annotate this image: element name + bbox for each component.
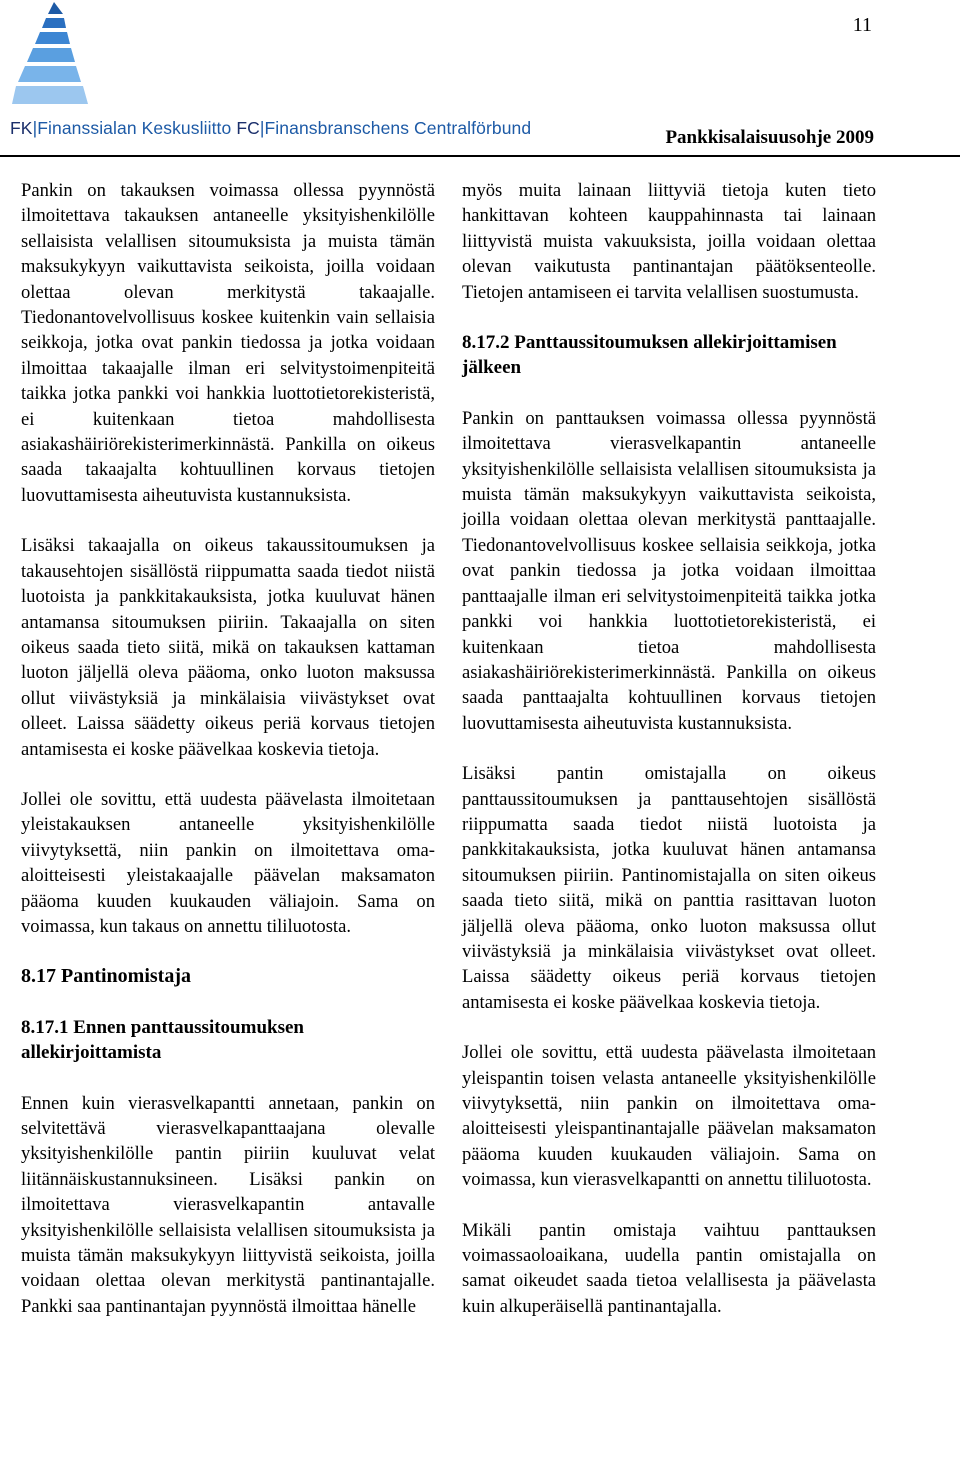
paragraph: Jollei ole sovittu, että uudesta päävelasta ilmoitetaan yleistakauksen antaneelle yksityishenkilölle viivytyksettä, niin pankin on ilmoitettava oma-aloitteisesti yleistakaajalle päävelan maksamaton pääoma kuuden kuukauden väliajoin. Sama on voimassa, kun takaus on annettu tililuotosta. [21, 788, 435, 937]
fk-logo-icon [8, 0, 118, 110]
paragraph: Pankin on panttauksen voimassa ollessa pyynnöstä ilmoitettava vierasvelkapantin antaneelle yksityishenkilölle sellaisista velallisen sitoumuksista ja muista tämän maksukykyyn vaikuttavista seikoista, joilla voidaan olettaa olevan merkitystä panttaajalle. Tiedonantovelvollisuus koskee sellaisia seikkoja, jotka ovat pankin tiedossa ja jotka voidaan ilmoittaa panttaajalle ilman eri selvitystoimenpiteitä taikka jotka pankki voi hankkia luottotietorekisteristä, ei kuitenkaan tietoa mahdollisesta asiakashäiriörekisterimerkinnästä. Pankilla on oikeus saada panttaajalta kohtuullinen korvaus tietojen luovuttamisesta aiheutuvista kustannuksista. [462, 407, 876, 734]
org-fk-name: Finanssialan Keskusliitto [37, 118, 232, 138]
org-fc-name: Finansbranschens Centralförbund [264, 118, 532, 138]
section-heading-8-17-1: 8.17.1 Ennen panttaussitoumuksen allekirjoittamista [21, 1016, 304, 1064]
page-number: 11 [852, 14, 872, 36]
paragraph: Jollei ole sovittu, että uudesta päävelasta ilmoitetaan yleispantin toisen velasta antaneelle yksityishenkilölle viivytyksettä, niin pankin on ilmoitettava oma-aloitteisesti yleispantinantajalle päävelan maksamaton pääoma kuuden kuukauden väliajoin. Sama on voimassa, kun vierasvelkapantti on annettu tililuotosta. [462, 1042, 876, 1191]
paragraph: Pankin on takauksen voimassa ollessa pyynnöstä ilmoitettava takauksen antaneelle yksityishenkilölle sellaisista velallisen sitoumuksista ja muista tämän maksukykyyn vaikuttavista seikoista, joilla voidaan olettaa olevan merkitystä takaajalle. Tiedonantovelvollisuus koskee kuitenkin vain sellaisia seikkoja, jotka ovat pankin tiedossa ja jotka voidaan ilmoittaa takaajalle ilman eri selvitystoimenpiteitä taikka jotka pankki voi hankkia luottotietorekisteristä, ei kuitenkaan tietoa mahdollisesta asiakashäiriörekisterimerkinnästä. Pankilla on oikeus saada takaajalta kohtuullinen korvaus tietojen luovuttamisesta aiheutuvista kustannuksista. [21, 180, 435, 506]
header-divider [0, 155, 960, 157]
paragraph: myös muita lainaan liittyviä tietoja kuten tieto hankittavan kohteen kauppahinnasta tai lainaan liittyvistä muista vakuuksista, joilla voidaan olettaa olevan vaikutusta pantinantajan päätöksenteolle. Tietojen antamiseen ei tarvita velallisen suostumusta. [462, 180, 876, 303]
org-fc-abbrev: FC [236, 118, 260, 138]
right-column [462, 178, 876, 1344]
paragraph: Lisäksi pantin omistajalla on oikeus panttaussitoumuksen ja panttausehtojen sisällöstä riippumatta saada tiedot niistä luotoista ja pankkitakauksista, jotka kuuluvat hänen antamansa sitoumuksen piiriin. Pantinomistajalla on siten oikeus saada tieto siitä, mikä on panttia rasittavan luoton jäljellä oleva pääoma, onko luoton maksussa ollut viivästyksiä ja minkälaisia viivästykset ovat olleet. Laissa säädetty oikeus periä korvaus tietojen antamisesta ei koske päävelkaa koskevia tietoja. [462, 763, 876, 1013]
org-fk-abbrev: FK [10, 118, 33, 138]
left-column [21, 178, 435, 1344]
paragraph: Mikäli pantin omistaja vaihtuu panttauksen voimassaoloaikana, uudella pantin omistajalla on samat oikeudet saada tietoa velallisesta ja päävelasta kuin alkuperäisellä pantinantajalla. [462, 1219, 876, 1317]
organization-name: FK|Finanssialan Keskusliitto FC|Finansbranschens Centralförbund [10, 118, 532, 138]
paragraph: Ennen kuin vierasvelkapantti annetaan, pankin on selvitettävä vierasvelkapanttaajana olevalle yksityishenkilölle pantin piiriin kuuluvat velat liitännäiskustannuksineen. Lisäksi pankin on ilmoitettava vierasvelkapantin antavalle yksityishenkilölle sellaisista velallisen sitoumuksista ja muista tämän maksukykyyn liittyvistä seikoista, joilla voidaan olettaa olevan merkitystä pantinantajalle. Pankki saa pantinantajan pyynnöstä ilmoittaa hänelle [21, 1092, 435, 1317]
document-title: Pankkisalaisuusohje 2009 [665, 127, 874, 148]
section-heading-8-17: 8.17 Pantinomistaja [21, 965, 191, 988]
paragraph: Lisäksi takaajalla on oikeus takaussitoumuksen ja takausehtojen sisällöstä riippumatta saada tiedot niistä luotoista ja pankkitakauksista, jotka kuuluvat hänen antamansa sitoumuksen piiriin. Takaajalla on siten oikeus saada tieto siitä, mikä on takauksen kattaman luoton jäljellä oleva pääoma, onko luoton maksussa ollut viivästyksiä ja minkälaisia viivästykset ovat olleet. Laissa säädetty oikeus periä korvaus tietojen antamisesta ei koske päävelkaa koskevia tietoja. [21, 535, 435, 760]
section-heading-8-17-2: 8.17.2 Panttaussitoumuksen allekirjoittamisen jälkeen [462, 332, 837, 379]
